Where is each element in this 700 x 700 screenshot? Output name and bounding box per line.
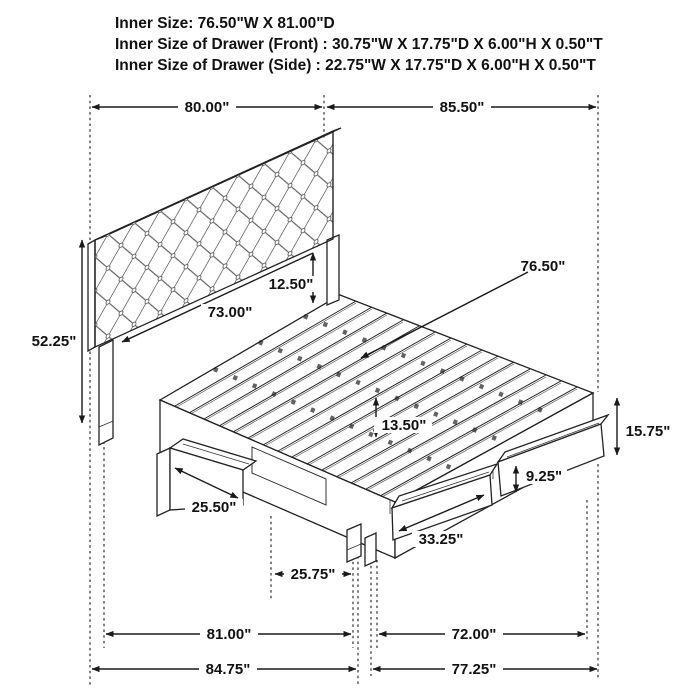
dimension-base-width: [106, 626, 351, 643]
title-drawer-side-size: Inner Size of Drawer (Side) : 22.75"W X 17.75"D X 6.00"H X 0.50"T: [115, 57, 596, 74]
dim-label-outer-depth: 77.25": [451, 661, 497, 678]
dim-label-slat-width: 76.50": [520, 258, 566, 275]
headboard-left-leg: [99, 340, 113, 445]
dimension-overall-width: [92, 99, 322, 116]
dim-label-front-drawer-width: 33.25": [418, 531, 464, 548]
dimension-side-rail-height: [617, 398, 670, 455]
dim-label-drawer-front-height: 9.25": [525, 468, 563, 485]
dim-label-leg-span: 25.75": [290, 566, 336, 583]
dim-label-headboard-width: 73.00": [207, 304, 253, 321]
dimension-headboard-height: [32, 240, 82, 423]
dimension-leg-span: [275, 566, 351, 583]
dimension-overall-depth: [327, 99, 596, 116]
dim-label-side-rail-height: 15.75": [625, 423, 671, 440]
headboard-right-post: [327, 235, 339, 305]
headboard-left-face: [88, 240, 95, 351]
title-drawer-front-size: Inner Size of Drawer (Front) : 30.75"W X 17.75"D X 6.00"H X 0.50"T: [115, 36, 603, 53]
dimension-base-depth: [379, 626, 585, 643]
dimension-outer-depth: [373, 661, 597, 678]
dim-label-frame-inner-height: 13.50": [381, 417, 427, 434]
dim-label-headboard-height: 52.25": [31, 333, 77, 350]
title-inner-size: Inner Size: 76.50"W X 81.00"D: [115, 15, 335, 32]
dimension-drawer-front-height: [516, 466, 567, 492]
dim-label-base-depth: 72.00": [451, 626, 497, 643]
dim-label-base-width: 81.00": [206, 626, 252, 643]
dim-label-outer-width: 84.75": [205, 661, 251, 678]
dimension-outer-width: [92, 661, 356, 678]
dim-label-side-drawer-width: 25.50": [191, 499, 237, 516]
title-block: [115, 15, 603, 74]
dim-label-overall-depth: 85.50": [439, 99, 485, 116]
dim-label-headboard-to-slats: 12.50": [268, 276, 314, 293]
dim-label-overall-width: 80.00": [184, 99, 230, 116]
